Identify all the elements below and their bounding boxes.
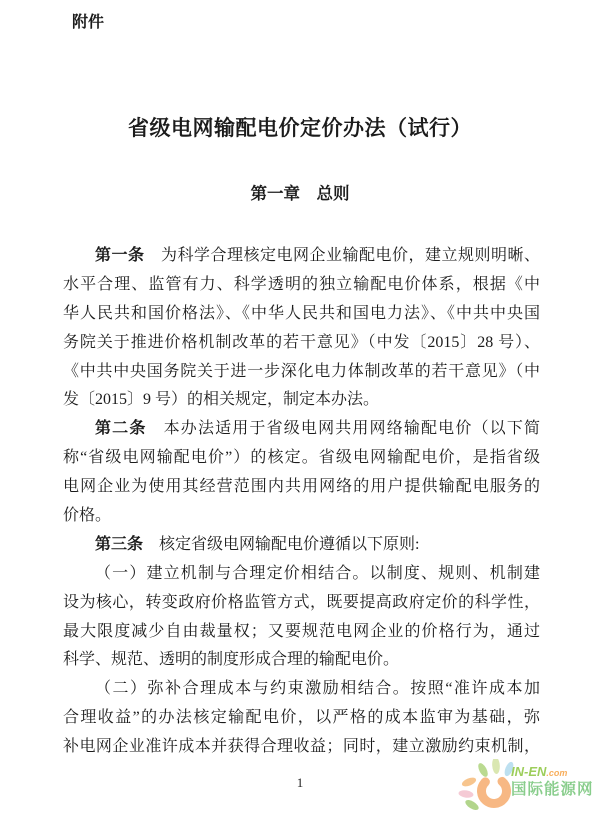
body-line-text: 补电网企业准许成本并获得合理收益；同时，建立激励约束机制， bbox=[63, 738, 540, 756]
body-line-text: 电网企业为使用其经营范围内共用网络的用户提供输配电服务的 bbox=[63, 478, 540, 496]
body-line bbox=[63, 271, 540, 300]
body-line bbox=[63, 646, 540, 675]
body-line-text: 最大限度减少自由裁量权；又要规范电网企业的价格行为，通过 bbox=[63, 622, 540, 640]
article-number: 第二条 bbox=[95, 420, 147, 438]
body-line bbox=[63, 415, 540, 444]
body-line-text: 《中共中央国务院关于进一步深化电力体制改革的若干意见》（中 bbox=[63, 362, 540, 380]
body-line-text: 核定省级电网输配电价遵循以下原则: bbox=[143, 535, 420, 553]
body-line bbox=[63, 242, 540, 271]
body-line bbox=[63, 300, 540, 329]
body-line bbox=[63, 560, 540, 589]
page-number: 1 bbox=[296, 775, 304, 790]
body-line bbox=[63, 618, 540, 647]
body-line bbox=[63, 358, 540, 387]
body-line bbox=[63, 386, 540, 415]
body-line-text: 为科学合理核定电网企业输配电价，建立规则明晰、 bbox=[144, 247, 540, 264]
body-line-text: （二）弥补合理成本与约束激励相结合。按照“准许成本加 bbox=[95, 680, 540, 698]
body-line-text: 发〔2015〕9 号）的相关规定，制定本办法。 bbox=[63, 391, 380, 409]
watermark-logo bbox=[456, 759, 598, 813]
body-line bbox=[63, 704, 540, 733]
body-line-text: 称“省级电网输配电价”）的核定。省级电网输配电价，是指省级 bbox=[63, 449, 540, 467]
body-line-text: 设为核心，转变政府价格监管方式，既要提高政府定价的科学性， bbox=[63, 593, 540, 611]
watermark-cn-label: 国际能源网 bbox=[511, 781, 594, 798]
body-line-text: 水平合理、监管有力、科学透明的独立输配电价体系，根据《中 bbox=[63, 275, 540, 293]
document-title: 省级电网输配电价定价办法（试行） bbox=[128, 117, 472, 140]
attachment-label: 附件 bbox=[72, 14, 105, 31]
article-number: 第一条 bbox=[95, 247, 145, 264]
body-line-text: 务院关于推进价格机制改革的若干意见》（中发〔2015〕28 号）、 bbox=[63, 333, 540, 351]
body-line bbox=[63, 473, 540, 502]
document-body bbox=[63, 242, 540, 762]
body-line bbox=[63, 589, 540, 618]
body-line bbox=[63, 531, 540, 560]
body-line bbox=[63, 675, 540, 704]
chapter-heading: 第一章 总则 bbox=[250, 185, 350, 203]
watermark-tld-label: .com bbox=[546, 768, 568, 778]
body-line-text: 价格。 bbox=[63, 507, 112, 525]
body-line-text: 华人民共和国价格法》、《中华人民共和国电力法》、《中共中央国 bbox=[63, 304, 540, 322]
article-number: 第三条 bbox=[95, 535, 144, 553]
watermark-site-name bbox=[511, 765, 598, 778]
body-line-text: 本办法适用于省级电网共用网络输配电价（以下简 bbox=[146, 420, 540, 438]
body-line bbox=[63, 733, 540, 762]
watermark-en-label: IN-EN bbox=[511, 764, 547, 779]
body-line bbox=[63, 329, 540, 358]
body-line-text: （一）建立机制与合理定价相结合。以制度、规则、机制建 bbox=[95, 564, 540, 582]
body-line-text: 合理收益”的办法核定输配电价，以严格的成本监审为基础，弥 bbox=[63, 709, 540, 727]
body-line bbox=[63, 444, 540, 473]
body-line-text: 科学、规范、透明的制度形成合理的输配电价。 bbox=[63, 651, 400, 669]
watermark-text bbox=[511, 765, 598, 798]
body-line bbox=[63, 502, 540, 531]
